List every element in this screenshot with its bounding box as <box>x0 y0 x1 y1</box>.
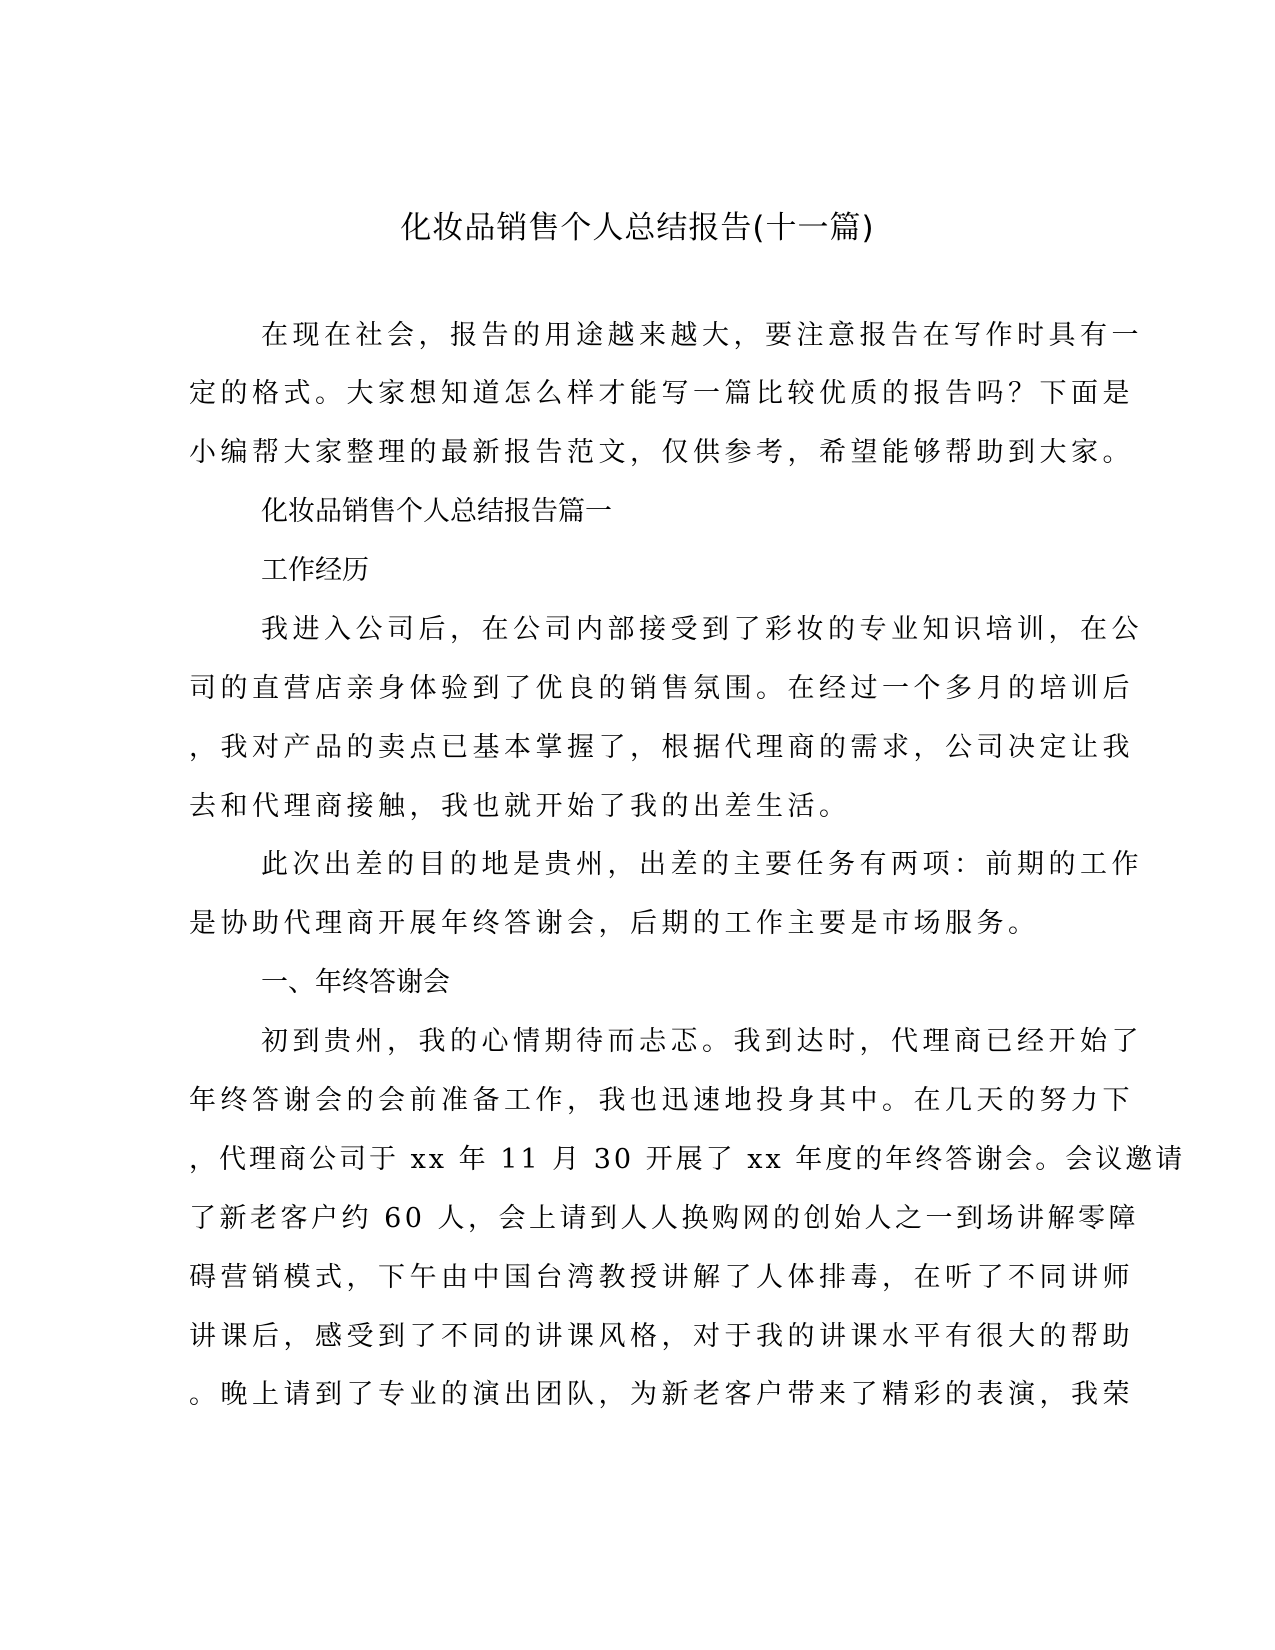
document-title: 化妆品销售个人总结报告(十一篇) <box>400 210 875 246</box>
paragraph-line: 我进入公司后，在公司内部接受到了彩妆的专业知识培训，在公 <box>261 614 1143 645</box>
paragraph-line: 去和代理商接触，我也就开始了我的出差生活。 <box>189 791 851 822</box>
paragraph-line: 了新老客户约 60 人，会上请到人人换购网的创始人之一到场讲解零障 <box>189 1203 1140 1234</box>
paragraph-line: ，我对产品的卖点已基本掌握了，根据代理商的需求，公司决定让我 <box>189 732 1134 763</box>
section-heading: 化妆品销售个人总结报告篇一 <box>261 496 612 527</box>
paragraph-line: 是协助代理商开展年终答谢会，后期的工作主要是市场服务。 <box>189 908 1040 939</box>
paragraph-line: 司的直营店亲身体验到了优良的销售氛围。在经过一个多月的培训后 <box>189 673 1134 704</box>
paragraph-line: 在现在社会，报告的用途越来越大，要注意报告在写作时具有一 <box>261 320 1143 351</box>
paragraph-line: 初到贵州，我的心情期待而忐忑。我到达时，代理商已经开始了 <box>261 1026 1143 1057</box>
paragraph-line: 年终答谢会的会前准备工作，我也迅速地投身其中。在几天的努力下 <box>189 1085 1134 1116</box>
paragraph-line: ，代理商公司于 xx 年 11 月 30 开展了 xx 年度的年终答谢会。会议邀请 <box>189 1144 1186 1175</box>
paragraph-line: 讲课后，感受到了不同的讲课风格，对于我的讲课水平有很大的帮助 <box>189 1321 1134 1352</box>
paragraph-line: 此次出差的目的地是贵州，出差的主要任务有两项：前期的工作 <box>261 849 1143 880</box>
paragraph-line: 小编帮大家整理的最新报告范文，仅供参考，希望能够帮助到大家。 <box>189 437 1134 468</box>
subsection-heading: 工作经历 <box>261 555 369 586</box>
paragraph-line: 。晚上请到了专业的演出团队，为新老客户带来了精彩的表演，我荣 <box>189 1379 1134 1410</box>
subsection-heading: 一、年终答谢会 <box>261 967 450 998</box>
paragraph-line: 碍营销模式，下午由中国台湾教授讲解了人体排毒，在听了不同讲师 <box>189 1262 1134 1293</box>
paragraph-line: 定的格式。大家想知道怎么样才能写一篇比较优质的报告吗？下面是 <box>189 378 1134 409</box>
